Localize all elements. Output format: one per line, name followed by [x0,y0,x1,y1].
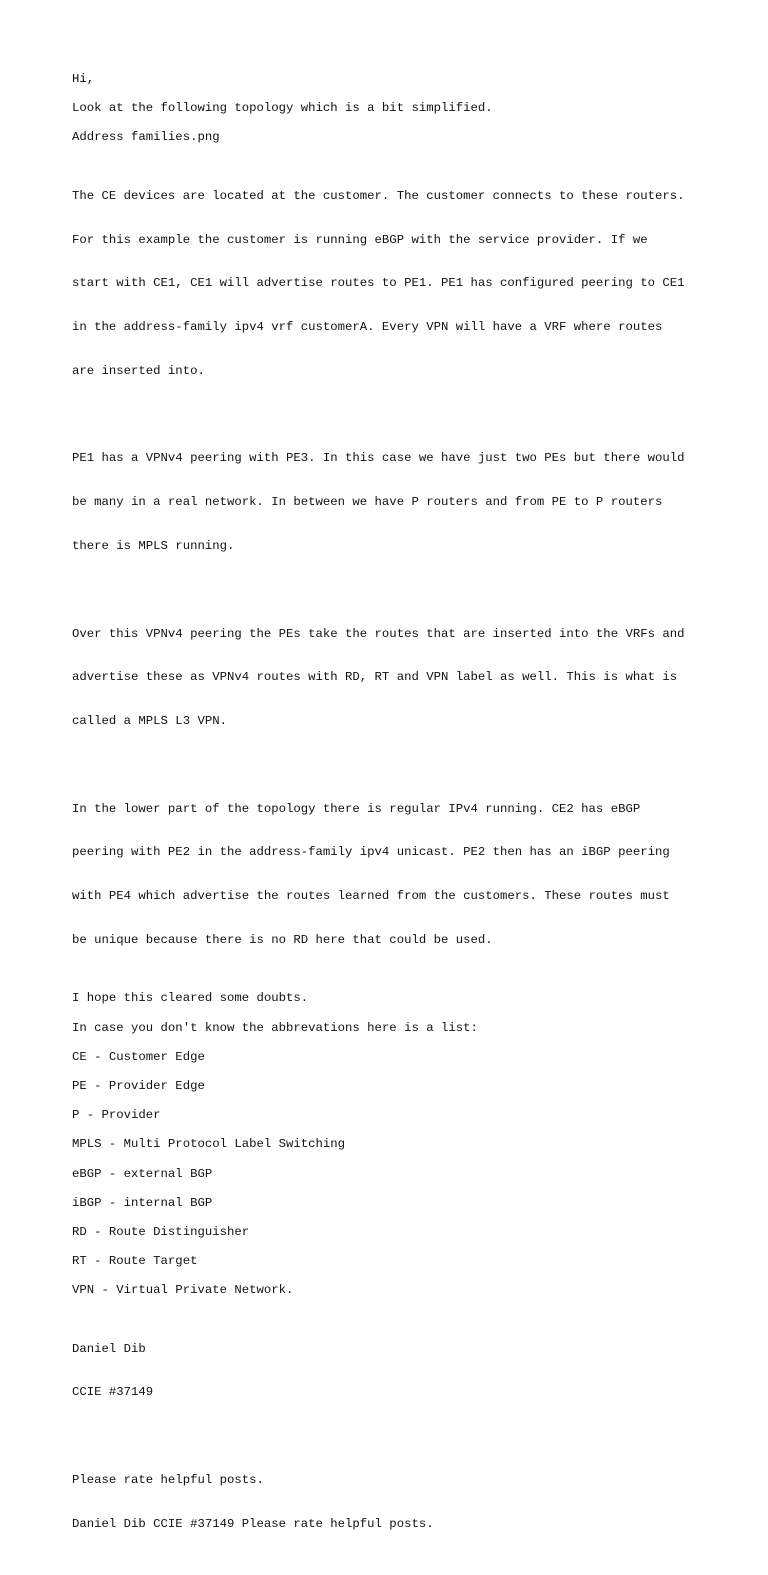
text-line: Look at the following topology which is a bit simplified. [72,101,493,116]
text-line: PE1 has a VPNv4 peering with PE3. In this case we have just two PEs but there would [72,451,685,466]
text-line: I hope this cleared some doubts. [72,991,309,1006]
pe-paragraph [72,422,712,583]
text-line: CE - Customer Edge [72,1049,205,1064]
text-line: in the address-family ipv4 vrf customerA. Every VPN will have a VRF where routes [72,320,663,335]
text-line: Address families.png [72,130,220,145]
text-line: Please rate helpful posts. [72,1473,264,1487]
abbreviation-item [72,1167,712,1182]
abbreviation-item [72,1283,712,1298]
text-line: MPLS - Multi Protocol Label Switching [72,1137,346,1152]
document-body [72,72,712,1575]
abbreviation-item [72,1225,712,1240]
image-filename [72,130,712,145]
text-line: are inserted into. [72,363,205,378]
text-line: peering with PE2 in the address-family ipv4 unicast. PE2 then has an iBGP peering [72,845,670,860]
text-line: with PE4 which advertise the routes learned from the customers. These routes must [72,889,670,904]
text-line: be unique because there is no RD here that could be used. [72,933,493,948]
text-line: P - Provider [72,1108,161,1123]
signature-footer [72,1444,712,1561]
text-line: For this example the customer is running eBGP with the service provider. If we [72,232,648,247]
abbreviation-item [72,1254,712,1269]
abbreviation-intro [72,1021,712,1036]
text-line: The CE devices are located at the customer. The customer connects to these routers. [72,188,685,203]
abbreviation-item [72,1108,712,1123]
text-line: Over this VPNv4 peering the PEs take the routes that are inserted into the VRFs and [72,626,685,641]
abbreviation-item [72,1079,712,1094]
text-line: CCIE #37149 [72,1385,154,1400]
greeting [72,72,712,87]
abbreviation-item [72,1050,712,1065]
vpnv4-paragraph [72,597,712,758]
text-line: be many in a real network. In between we have P routers and from PE to P routers [72,495,663,510]
text-line: RD - Route Distinguisher [72,1224,250,1239]
text-line: Daniel Dib [72,1341,146,1356]
text-line: In the lower part of the topology there is regular IPv4 running. CE2 has eBGP [72,801,641,816]
text-line: eBGP - external BGP [72,1166,213,1181]
intro-paragraph [72,101,712,116]
abbreviation-item [72,1196,712,1211]
text-line: Daniel Dib CCIE #37149 Please rate helpful posts. [72,1516,434,1531]
abbreviation-item [72,1137,712,1152]
signature [72,1312,712,1429]
closing-remark [72,991,712,1006]
text-line: start with CE1, CE1 will advertise routes to PE1. PE1 has configured peering to CE1 [72,276,685,291]
text-line: PE - Provider Edge [72,1078,205,1093]
text-line: In case you don't know the abbrevations here is a list: [72,1020,478,1035]
text-line: Hi, [72,72,95,86]
text-line: iBGP - internal BGP [72,1195,213,1210]
text-line: there is MPLS running. [72,539,235,553]
text-line: RT - Route Target [72,1254,198,1269]
text-line: called a MPLS L3 VPN. [72,714,227,729]
ce-paragraph [72,160,712,408]
ipv4-paragraph [72,773,712,977]
text-line: advertise these as VPNv4 routes with RD, RT and VPN label as well. This is what is [72,670,678,685]
text-line: VPN - Virtual Private Network. [72,1283,294,1298]
